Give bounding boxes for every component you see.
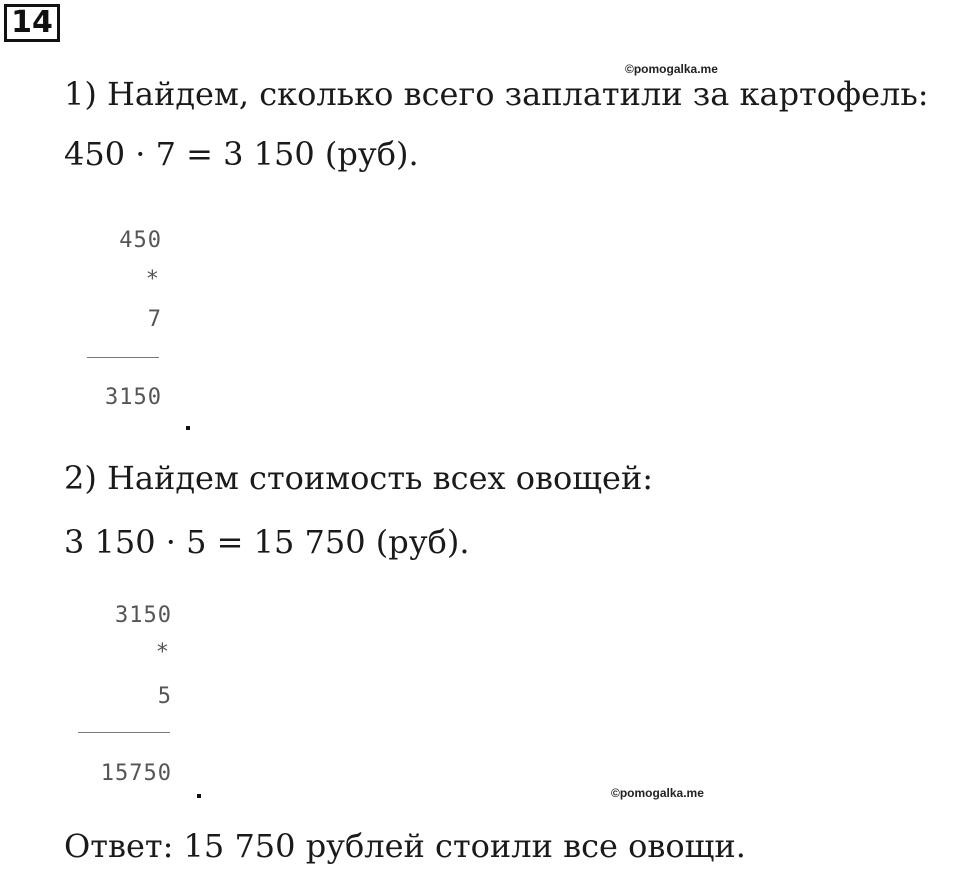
- column-result: 15750: [100, 761, 172, 786]
- answer-line: Ответ: 15 750 рублей стоили все овощи.: [64, 827, 746, 865]
- problem-number-box: 14: [4, 4, 60, 42]
- watermark-top: ©pomogalka.me: [625, 62, 718, 76]
- column-result-rule: [78, 732, 170, 733]
- step-1-expression: 450 · 7 = 3 150 (руб).: [64, 135, 419, 173]
- step-2-expression: 3 150 · 5 = 15 750 (руб).: [64, 523, 470, 561]
- step-1-column-multiplication: [80, 225, 162, 435]
- column-multiply-sign: *: [145, 267, 160, 292]
- step-1-heading: 1) Найдем, сколько всего заплатили за картофель:: [64, 75, 929, 113]
- column-multiply-sign: *: [155, 640, 170, 665]
- column-result: 3150: [105, 385, 162, 410]
- watermark-bottom: ©pomogalka.me: [611, 786, 704, 800]
- column-top-number: 3150: [115, 603, 172, 628]
- trailing-period-dot: [197, 794, 201, 798]
- trailing-period-dot: [186, 426, 190, 430]
- column-result-rule: [87, 357, 159, 358]
- step-2-column-multiplication: [78, 598, 172, 808]
- column-multiplier: 7: [147, 307, 162, 332]
- step-2-heading: 2) Найдем стоимость всех овощей:: [64, 459, 654, 497]
- column-top-number: 450: [119, 228, 162, 253]
- column-multiplier: 5: [157, 684, 172, 709]
